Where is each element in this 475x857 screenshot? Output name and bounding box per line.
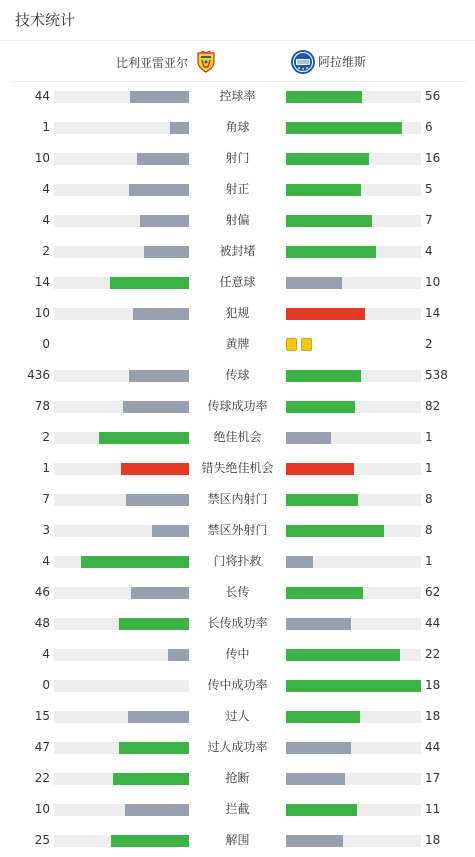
home-stat-bar bbox=[54, 680, 189, 692]
stat-label: 绝佳机会 bbox=[213, 430, 262, 444]
home-stat-bar-fill bbox=[99, 432, 189, 444]
stat-row bbox=[0, 547, 475, 578]
away-stat-value: 18 bbox=[425, 709, 441, 723]
yellow-card-icon bbox=[286, 338, 297, 351]
stat-label: 射正 bbox=[225, 182, 250, 196]
stat-label: 禁区外射门 bbox=[207, 523, 268, 537]
away-stat-bar-fill bbox=[286, 711, 360, 723]
stat-label: 抢断 bbox=[225, 771, 250, 785]
stat-row bbox=[0, 237, 475, 268]
home-stat-value: 48 bbox=[34, 616, 50, 630]
home-stat-bar-fill bbox=[140, 215, 189, 227]
yellow-card-icon bbox=[301, 338, 312, 351]
home-stat-value: 22 bbox=[34, 771, 50, 785]
away-stat-bar-fill bbox=[286, 835, 343, 847]
home-stat-value: 25 bbox=[34, 833, 50, 847]
teams-bar bbox=[10, 41, 466, 82]
stat-label: 传中成功率 bbox=[207, 678, 268, 692]
away-stat-bar bbox=[286, 804, 421, 816]
home-stat-value: 3 bbox=[42, 523, 50, 537]
away-stat-value: 18 bbox=[425, 678, 441, 692]
away-team[interactable] bbox=[290, 48, 366, 74]
away-stat-bar bbox=[286, 742, 421, 754]
stat-row bbox=[0, 702, 475, 733]
away-stat-bar bbox=[286, 277, 421, 289]
away-stat-bar bbox=[286, 587, 421, 599]
away-stat-value: 1 bbox=[425, 461, 433, 475]
away-stat-bar bbox=[286, 649, 421, 661]
away-stat-bar-fill bbox=[286, 277, 342, 289]
away-stat-bar-fill bbox=[286, 432, 331, 444]
away-stat-bar-fill bbox=[286, 122, 402, 134]
home-team[interactable] bbox=[116, 49, 218, 75]
stat-label: 解围 bbox=[225, 833, 250, 847]
home-stat-value: 14 bbox=[34, 275, 50, 289]
stat-label: 射门 bbox=[225, 151, 250, 165]
stat-label: 黄牌 bbox=[225, 337, 250, 351]
home-stat-value: 10 bbox=[34, 151, 50, 165]
home-stat-value: 46 bbox=[34, 585, 50, 599]
home-stat-bar-fill bbox=[144, 246, 189, 258]
stat-row bbox=[0, 795, 475, 826]
home-stat-bar-fill bbox=[129, 184, 189, 196]
away-stat-bar bbox=[286, 153, 421, 165]
home-stat-bar-fill bbox=[123, 401, 189, 413]
away-stat-bar-fill bbox=[286, 618, 351, 630]
away-stat-bar bbox=[286, 401, 421, 413]
home-stat-bar-fill bbox=[121, 463, 189, 475]
away-stat-bar-fill bbox=[286, 804, 357, 816]
away-stat-bar-fill bbox=[286, 494, 358, 506]
away-stat-bar bbox=[286, 835, 421, 847]
home-stat-bar bbox=[54, 370, 189, 382]
stat-row bbox=[0, 268, 475, 299]
away-stat-value: 2 bbox=[425, 337, 433, 351]
away-stat-bar-fill bbox=[286, 463, 354, 475]
away-stat-value: 62 bbox=[425, 585, 441, 599]
home-stat-bar-fill bbox=[130, 91, 189, 103]
home-stat-value: 4 bbox=[42, 213, 50, 227]
stat-row bbox=[0, 671, 475, 702]
stat-label: 禁区内射门 bbox=[207, 492, 268, 506]
away-stat-value: 8 bbox=[425, 523, 433, 537]
away-stat-bar bbox=[286, 494, 421, 506]
stat-row bbox=[0, 299, 475, 330]
away-stat-bar-fill bbox=[286, 556, 313, 568]
away-stat-bar-fill bbox=[286, 370, 361, 382]
away-stat-bar bbox=[286, 215, 421, 227]
away-stat-bar-fill bbox=[286, 773, 345, 785]
away-stat-bar-fill bbox=[286, 649, 400, 661]
home-stat-bar bbox=[54, 122, 189, 134]
home-stat-value: 1 bbox=[42, 461, 50, 475]
stat-row bbox=[0, 826, 475, 857]
home-stat-bar bbox=[54, 742, 189, 754]
away-stat-bar bbox=[286, 556, 421, 568]
stat-label: 长传 bbox=[225, 585, 250, 599]
home-stat-value: 7 bbox=[42, 492, 50, 506]
home-stat-bar-fill bbox=[126, 494, 189, 506]
away-stat-bar bbox=[286, 711, 421, 723]
home-stat-value: 10 bbox=[34, 802, 50, 816]
stat-row bbox=[0, 144, 475, 175]
stat-row bbox=[0, 578, 475, 609]
home-stat-bar-fill bbox=[133, 308, 189, 320]
home-stat-bar bbox=[54, 246, 189, 258]
stat-row bbox=[0, 516, 475, 547]
away-stat-value: 17 bbox=[425, 771, 441, 785]
home-stat-bar bbox=[54, 432, 189, 444]
stat-row bbox=[0, 175, 475, 206]
away-stat-bar-fill bbox=[286, 587, 363, 599]
home-stat-value: 2 bbox=[42, 244, 50, 258]
away-stat-value: 16 bbox=[425, 151, 441, 165]
stat-row bbox=[0, 764, 475, 795]
away-stat-value: 44 bbox=[425, 740, 441, 754]
away-stat-bar-fill bbox=[286, 184, 361, 196]
stat-label: 被封堵 bbox=[219, 244, 256, 258]
home-stat-bar bbox=[54, 711, 189, 723]
stat-row bbox=[0, 609, 475, 640]
away-stat-bar-fill bbox=[286, 525, 384, 537]
home-stat-value: 78 bbox=[34, 399, 50, 413]
away-stat-bar-fill bbox=[286, 680, 421, 692]
away-stat-bar-fill bbox=[286, 742, 351, 754]
away-stat-bar-fill bbox=[286, 401, 355, 413]
home-stat-bar bbox=[54, 91, 189, 103]
stat-row bbox=[0, 733, 475, 764]
home-stat-bar-fill bbox=[128, 711, 189, 723]
stat-label: 过人 bbox=[225, 709, 250, 723]
away-stat-value: 5 bbox=[425, 182, 433, 196]
away-stat-value: 56 bbox=[425, 89, 441, 103]
home-stat-bar-fill bbox=[137, 153, 189, 165]
home-stat-value: 4 bbox=[42, 647, 50, 661]
away-stat-bar bbox=[286, 122, 421, 134]
away-stat-bar bbox=[286, 525, 421, 537]
stat-row bbox=[0, 206, 475, 237]
away-stat-value: 7 bbox=[425, 213, 433, 227]
away-stat-bar-fill bbox=[286, 153, 369, 165]
stat-label: 任意球 bbox=[219, 275, 256, 289]
away-stat-bar-fill bbox=[286, 215, 372, 227]
stat-label: 角球 bbox=[225, 120, 250, 134]
home-stat-bar bbox=[54, 525, 189, 537]
home-stat-bar-fill bbox=[125, 804, 189, 816]
home-stat-bar-fill bbox=[152, 525, 189, 537]
home-stat-bar bbox=[54, 618, 189, 630]
home-stat-bar-fill bbox=[110, 277, 189, 289]
away-stat-bar bbox=[286, 91, 421, 103]
away-stat-value: 1 bbox=[425, 430, 433, 444]
away-stat-value: 22 bbox=[425, 647, 441, 661]
stat-label: 门将扑救 bbox=[213, 554, 262, 568]
away-stat-value: 8 bbox=[425, 492, 433, 506]
home-stat-value: 1 bbox=[42, 120, 50, 134]
stat-label: 拦截 bbox=[225, 802, 250, 816]
home-stat-bar bbox=[54, 804, 189, 816]
away-stat-value: 82 bbox=[425, 399, 441, 413]
home-stat-bar bbox=[54, 835, 189, 847]
home-stat-bar bbox=[54, 556, 189, 568]
away-stat-bar bbox=[286, 308, 421, 320]
away-stat-bar bbox=[286, 184, 421, 196]
home-stat-bar bbox=[54, 308, 189, 320]
home-stat-value: 4 bbox=[42, 554, 50, 568]
home-stat-bar-fill bbox=[81, 556, 189, 568]
away-stat-bar-fill bbox=[286, 246, 376, 258]
away-stat-bar bbox=[286, 773, 421, 785]
home-stat-bar bbox=[54, 463, 189, 475]
home-stat-bar bbox=[54, 494, 189, 506]
home-stat-value: 10 bbox=[34, 306, 50, 320]
home-stat-value: 0 bbox=[42, 678, 50, 692]
away-stat-value: 18 bbox=[425, 833, 441, 847]
home-stat-bar bbox=[54, 277, 189, 289]
stat-row bbox=[0, 392, 475, 423]
home-stat-bar-fill bbox=[113, 773, 189, 785]
away-stat-bar-fill bbox=[286, 91, 362, 103]
away-stat-bar bbox=[286, 246, 421, 258]
stat-row bbox=[0, 330, 475, 361]
home-stat-bar-fill bbox=[131, 587, 189, 599]
home-stat-value: 15 bbox=[34, 709, 50, 723]
villarreal-crest-icon bbox=[194, 50, 218, 74]
home-stat-bar bbox=[54, 401, 189, 413]
away-stat-value: 538 bbox=[425, 368, 448, 382]
home-stat-value: 47 bbox=[34, 740, 50, 754]
stat-row bbox=[0, 640, 475, 671]
away-team-name: 阿拉维斯 bbox=[318, 54, 367, 69]
away-stat-value: 11 bbox=[425, 802, 441, 816]
home-stat-bar bbox=[54, 649, 189, 661]
stat-row bbox=[0, 361, 475, 392]
home-stat-bar-fill bbox=[119, 618, 189, 630]
away-stat-bar bbox=[286, 432, 421, 444]
away-stat-bar-fill bbox=[286, 308, 365, 320]
stat-row bbox=[0, 485, 475, 516]
stat-label: 控球率 bbox=[219, 89, 256, 103]
away-stat-bar bbox=[286, 463, 421, 475]
away-stat-value: 44 bbox=[425, 616, 441, 630]
home-stat-bar bbox=[54, 184, 189, 196]
home-stat-value: 44 bbox=[34, 89, 50, 103]
home-stat-bar-fill bbox=[119, 742, 189, 754]
home-stat-bar bbox=[54, 153, 189, 165]
away-stat-bar bbox=[286, 618, 421, 630]
stats-list bbox=[0, 82, 475, 857]
home-team-name: 比利亚雷亚尔 bbox=[115, 55, 188, 70]
away-stat-value: 6 bbox=[425, 120, 433, 134]
home-stat-bar-fill bbox=[129, 370, 189, 382]
stat-label: 过人成功率 bbox=[207, 740, 268, 754]
stat-label: 犯规 bbox=[225, 306, 250, 320]
stat-label: 长传成功率 bbox=[207, 616, 268, 630]
stat-row bbox=[0, 423, 475, 454]
stat-label: 传球 bbox=[225, 368, 250, 382]
home-stat-bar bbox=[54, 215, 189, 227]
home-stat-value: 4 bbox=[42, 182, 50, 196]
stat-row bbox=[0, 454, 475, 485]
stat-row bbox=[0, 82, 475, 113]
stat-label: 传球成功率 bbox=[207, 399, 268, 413]
away-stat-bar bbox=[286, 680, 421, 692]
home-stat-bar-fill bbox=[170, 122, 189, 134]
home-stat-bar-fill bbox=[168, 649, 189, 661]
home-stat-bar bbox=[54, 587, 189, 599]
away-stat-value: 10 bbox=[425, 275, 441, 289]
home-stat-value: 436 bbox=[27, 368, 50, 382]
home-stat-bar-fill bbox=[111, 835, 189, 847]
page-title: 技术统计 bbox=[15, 11, 76, 29]
away-stat-value: 14 bbox=[425, 306, 441, 320]
alaves-crest-icon bbox=[290, 49, 314, 73]
stats-header bbox=[0, 0, 475, 41]
home-stat-value: 0 bbox=[42, 337, 50, 351]
stat-row bbox=[0, 113, 475, 144]
stat-label: 错失绝佳机会 bbox=[201, 461, 274, 475]
home-stat-value: 2 bbox=[42, 430, 50, 444]
away-stat-value: 4 bbox=[425, 244, 433, 258]
away-stat-bar bbox=[286, 370, 421, 382]
stat-label: 射偏 bbox=[225, 213, 250, 227]
stat-label: 传中 bbox=[225, 647, 250, 661]
away-stat-value: 1 bbox=[425, 554, 433, 568]
home-stat-bar bbox=[54, 773, 189, 785]
